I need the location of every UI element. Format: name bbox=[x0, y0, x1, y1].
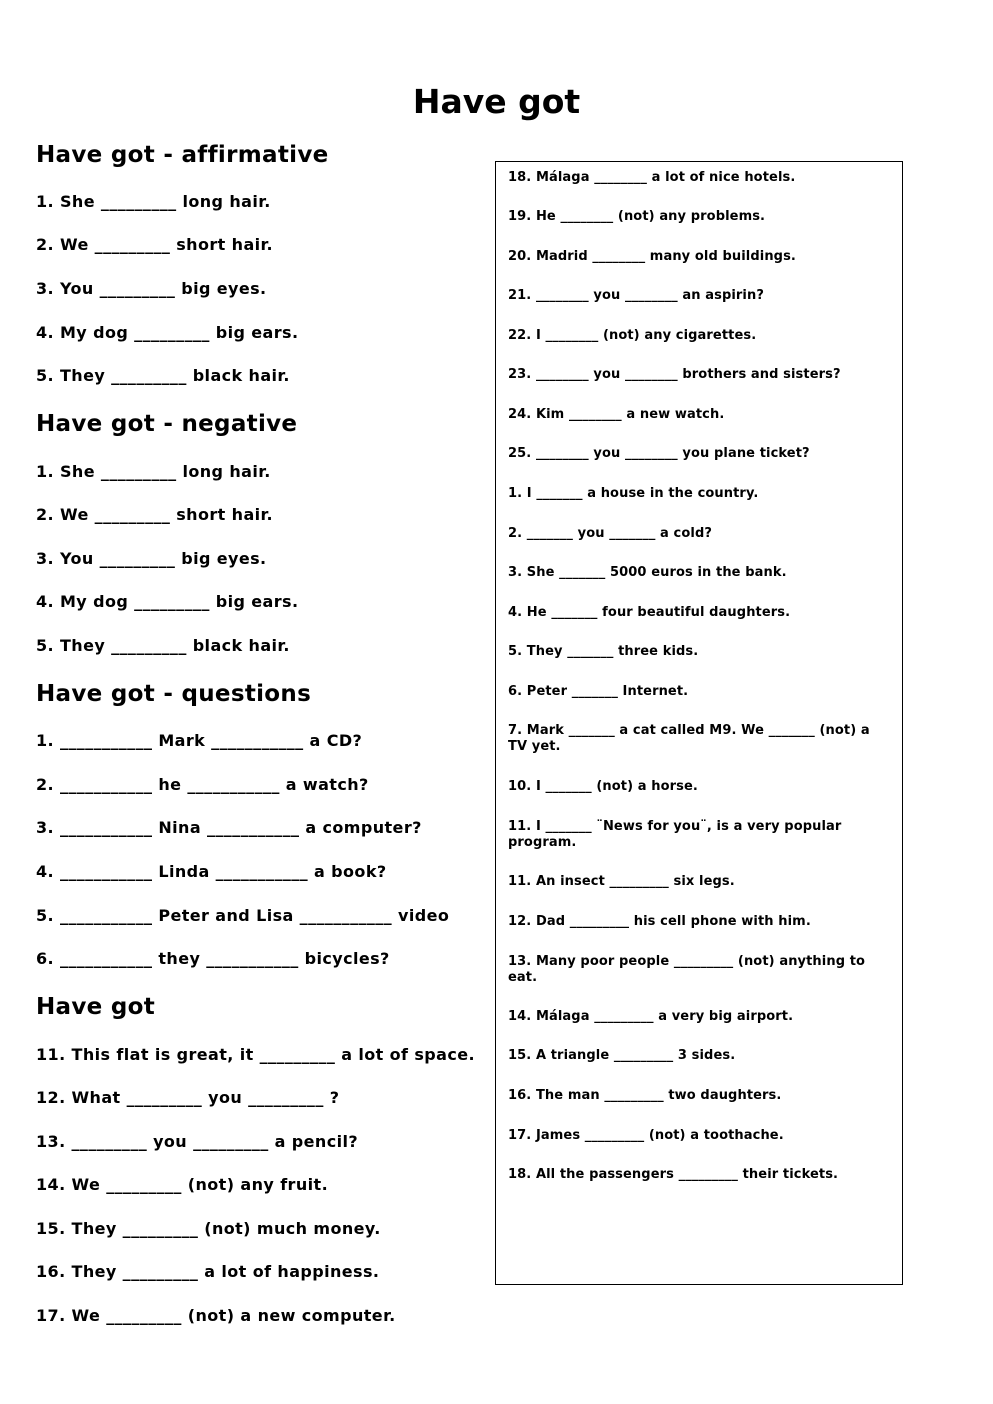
exercise-item: 5. ___________ Peter and Lisa ___________ video bbox=[36, 906, 450, 925]
box-item: 21. ________ you ________ an aspirin? bbox=[508, 288, 764, 303]
box-item: 14. Málaga _________ a very big airport. bbox=[508, 1009, 794, 1024]
exercise-item: 15. They _________ (not) much money. bbox=[36, 1219, 381, 1238]
exercise-item: 4. My dog _________ big ears. bbox=[36, 323, 299, 342]
section-have-got bbox=[36, 993, 506, 1021]
box-item: 11. An insect _________ six legs. bbox=[508, 874, 735, 889]
exercise-item: 4. ___________ Linda ___________ a book? bbox=[36, 862, 387, 881]
box-item: 24. Kim ________ a new watch. bbox=[508, 407, 725, 422]
section-affirmative bbox=[36, 141, 506, 169]
box-item: 16. The man _________ two daughters. bbox=[508, 1088, 782, 1103]
box-item: 7. Mark _______ a cat called M9. We _______ (not) a TV yet. bbox=[508, 723, 870, 754]
section-heading: Have got bbox=[36, 994, 156, 1020]
exercise-item: 3. You _________ big eyes. bbox=[36, 549, 267, 568]
box-item: 3. She _______ 5000 euros in the bank. bbox=[508, 565, 787, 580]
exercise-item: 11. This flat is great, it _________ a lot of space. bbox=[36, 1045, 475, 1064]
box-item: 4. He _______ four beautiful daughters. bbox=[508, 605, 791, 620]
section-negative bbox=[36, 410, 506, 438]
page-title: Have got bbox=[412, 82, 581, 121]
exercise-item: 6. ___________ they ___________ bicycles? bbox=[36, 949, 390, 968]
exercise-item: 1. She _________ long hair. bbox=[36, 192, 271, 211]
exercise-item: 2. We _________ short hair. bbox=[36, 505, 274, 524]
section-heading: Have got - questions bbox=[36, 681, 312, 707]
exercise-item: 16. They _________ a lot of happiness. bbox=[36, 1262, 380, 1281]
left-column bbox=[36, 0, 506, 1404]
section-heading: Have got - negative bbox=[36, 411, 298, 437]
box-item: 25. ________ you ________ you plane ticket? bbox=[508, 446, 810, 461]
box-item: 5. They _______ three kids. bbox=[508, 644, 699, 659]
exercise-item: 3. ___________ Nina ___________ a computer? bbox=[36, 818, 422, 837]
box-item: 11. I _______ ¨News for you¨, is a very popular program. bbox=[508, 819, 842, 850]
box-item: 22. I ________ (not) any cigarettes. bbox=[508, 328, 757, 343]
box-item: 15. A triangle _________ 3 sides. bbox=[508, 1048, 736, 1063]
exercise-item: 13. _________ you _________ a pencil? bbox=[36, 1132, 359, 1151]
box-item: 6. Peter _______ Internet. bbox=[508, 684, 689, 699]
exercise-item: 12. What _________ you _________ ? bbox=[36, 1088, 340, 1107]
exercise-item: 17. We _________ (not) a new computer. bbox=[36, 1306, 396, 1325]
box-item: 10. I _______ (not) a horse. bbox=[508, 779, 698, 794]
exercise-item: 2. ___________ he ___________ a watch? bbox=[36, 775, 369, 794]
box-item: 20. Madrid ________ many old buildings. bbox=[508, 249, 796, 264]
exercise-item: 1. ___________ Mark ___________ a CD? bbox=[36, 731, 363, 750]
section-questions bbox=[36, 680, 506, 708]
box-item: 18. Málaga ________ a lot of nice hotels. bbox=[508, 170, 796, 185]
box-item: 1. I _______ a house in the country. bbox=[508, 486, 759, 501]
exercise-item: 5. They _________ black hair. bbox=[36, 366, 290, 385]
box-item: 23. ________ you ________ brothers and sisters? bbox=[508, 367, 841, 382]
box-item: 2. _______ you _______ a cold? bbox=[508, 526, 712, 541]
exercise-item: 5. They _________ black hair. bbox=[36, 636, 290, 655]
box-item: 18. All the passengers _________ their tickets. bbox=[508, 1167, 839, 1182]
exercise-item: 4. My dog _________ big ears. bbox=[36, 592, 299, 611]
box-item: 19. He ________ (not) any problems. bbox=[508, 209, 766, 224]
box-item: 17. James _________ (not) a toothache. bbox=[508, 1128, 784, 1143]
section-heading: Have got - affirmative bbox=[36, 142, 329, 168]
exercise-box bbox=[495, 161, 903, 1285]
exercise-item: 3. You _________ big eyes. bbox=[36, 279, 267, 298]
box-item: 12. Dad _________ his cell phone with him. bbox=[508, 914, 811, 929]
exercise-item: 14. We _________ (not) any fruit. bbox=[36, 1175, 329, 1194]
exercise-item: 1. She _________ long hair. bbox=[36, 462, 271, 481]
exercise-item: 2. We _________ short hair. bbox=[36, 235, 274, 254]
box-item: 13. Many poor people _________ (not) anything to eat. bbox=[508, 954, 866, 985]
